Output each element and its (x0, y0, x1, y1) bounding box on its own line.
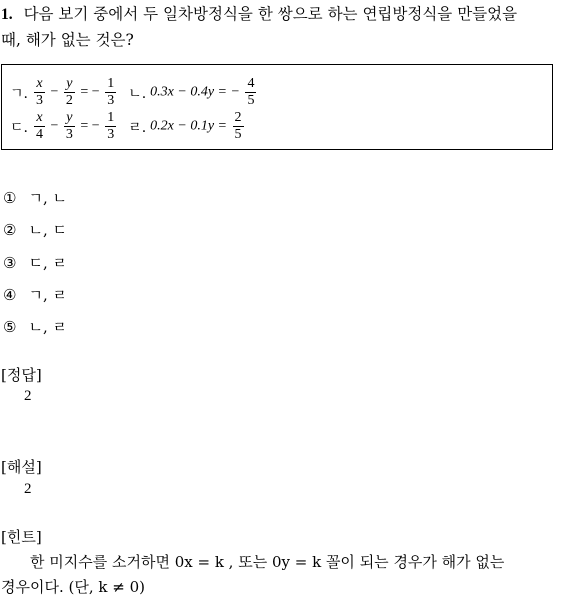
equation-digeut: $\frac{x}{4}$ − $\frac{y}{3}$ = − $\frac{1}{3}$ (35, 110, 115, 142)
option-marker: ③ (3, 253, 17, 272)
hint-label: [힌트] (1, 528, 42, 546)
option-3[interactable] (3, 252, 67, 273)
solution-label: [해설] (1, 458, 42, 476)
label-giyeok: ㄱ. (10, 85, 28, 102)
option-text: ㄴ, ㄷ (28, 221, 67, 239)
equation-rieul: 0.2x − 0.1y = $\frac{2}{5}$ (150, 110, 242, 142)
option-text: ㄱ, ㄴ (28, 189, 67, 207)
answer-label: [정답] (1, 366, 42, 384)
label-digeut: ㄷ. (10, 119, 28, 136)
label-rieul: ㄹ. (128, 119, 147, 136)
box-row-1 (10, 77, 258, 108)
equation-giyeok: $\frac{x}{3}$ − $\frac{y}{2}$ = − $\frac{1}{3}$ (35, 76, 115, 108)
option-marker: ④ (3, 285, 17, 304)
option-2[interactable] (3, 219, 67, 240)
box-row-2 (10, 111, 246, 142)
solution-value: 2 (24, 481, 32, 497)
hint-line-1: 한 미지수를 소거하면 0x = k , 또는 0y = k 꼴이 되는 경우가 해가 없는 (30, 553, 505, 571)
question-line-1 (1, 2, 517, 24)
answer-value: 2 (24, 388, 32, 404)
choices-box (1, 64, 553, 150)
option-text: ㄷ, ㄹ (28, 254, 67, 272)
option-1[interactable] (3, 187, 67, 208)
option-marker: ⑤ (3, 317, 17, 336)
option-text: ㄱ, ㄹ (28, 286, 67, 304)
option-5[interactable] (3, 316, 67, 337)
option-4[interactable] (3, 284, 67, 305)
question-text-2: 때, 해가 없는 것은? (1, 31, 134, 49)
question-text-1: 다음 보기 중에서 두 일차방정식을 한 쌍으로 하는 연립방정식을 만들었을 (23, 5, 518, 23)
question-number: 1. (1, 6, 13, 23)
option-marker: ② (3, 220, 17, 239)
option-marker: ① (3, 188, 17, 207)
label-nieun: ㄴ. (128, 85, 147, 102)
option-text: ㄴ, ㄹ (28, 318, 67, 336)
hint-line-2: 경우이다. (단, k ≠ 0) (1, 578, 145, 596)
equation-nieun: 0.3x − 0.4y = − $\frac{4}{5}$ (150, 76, 255, 108)
